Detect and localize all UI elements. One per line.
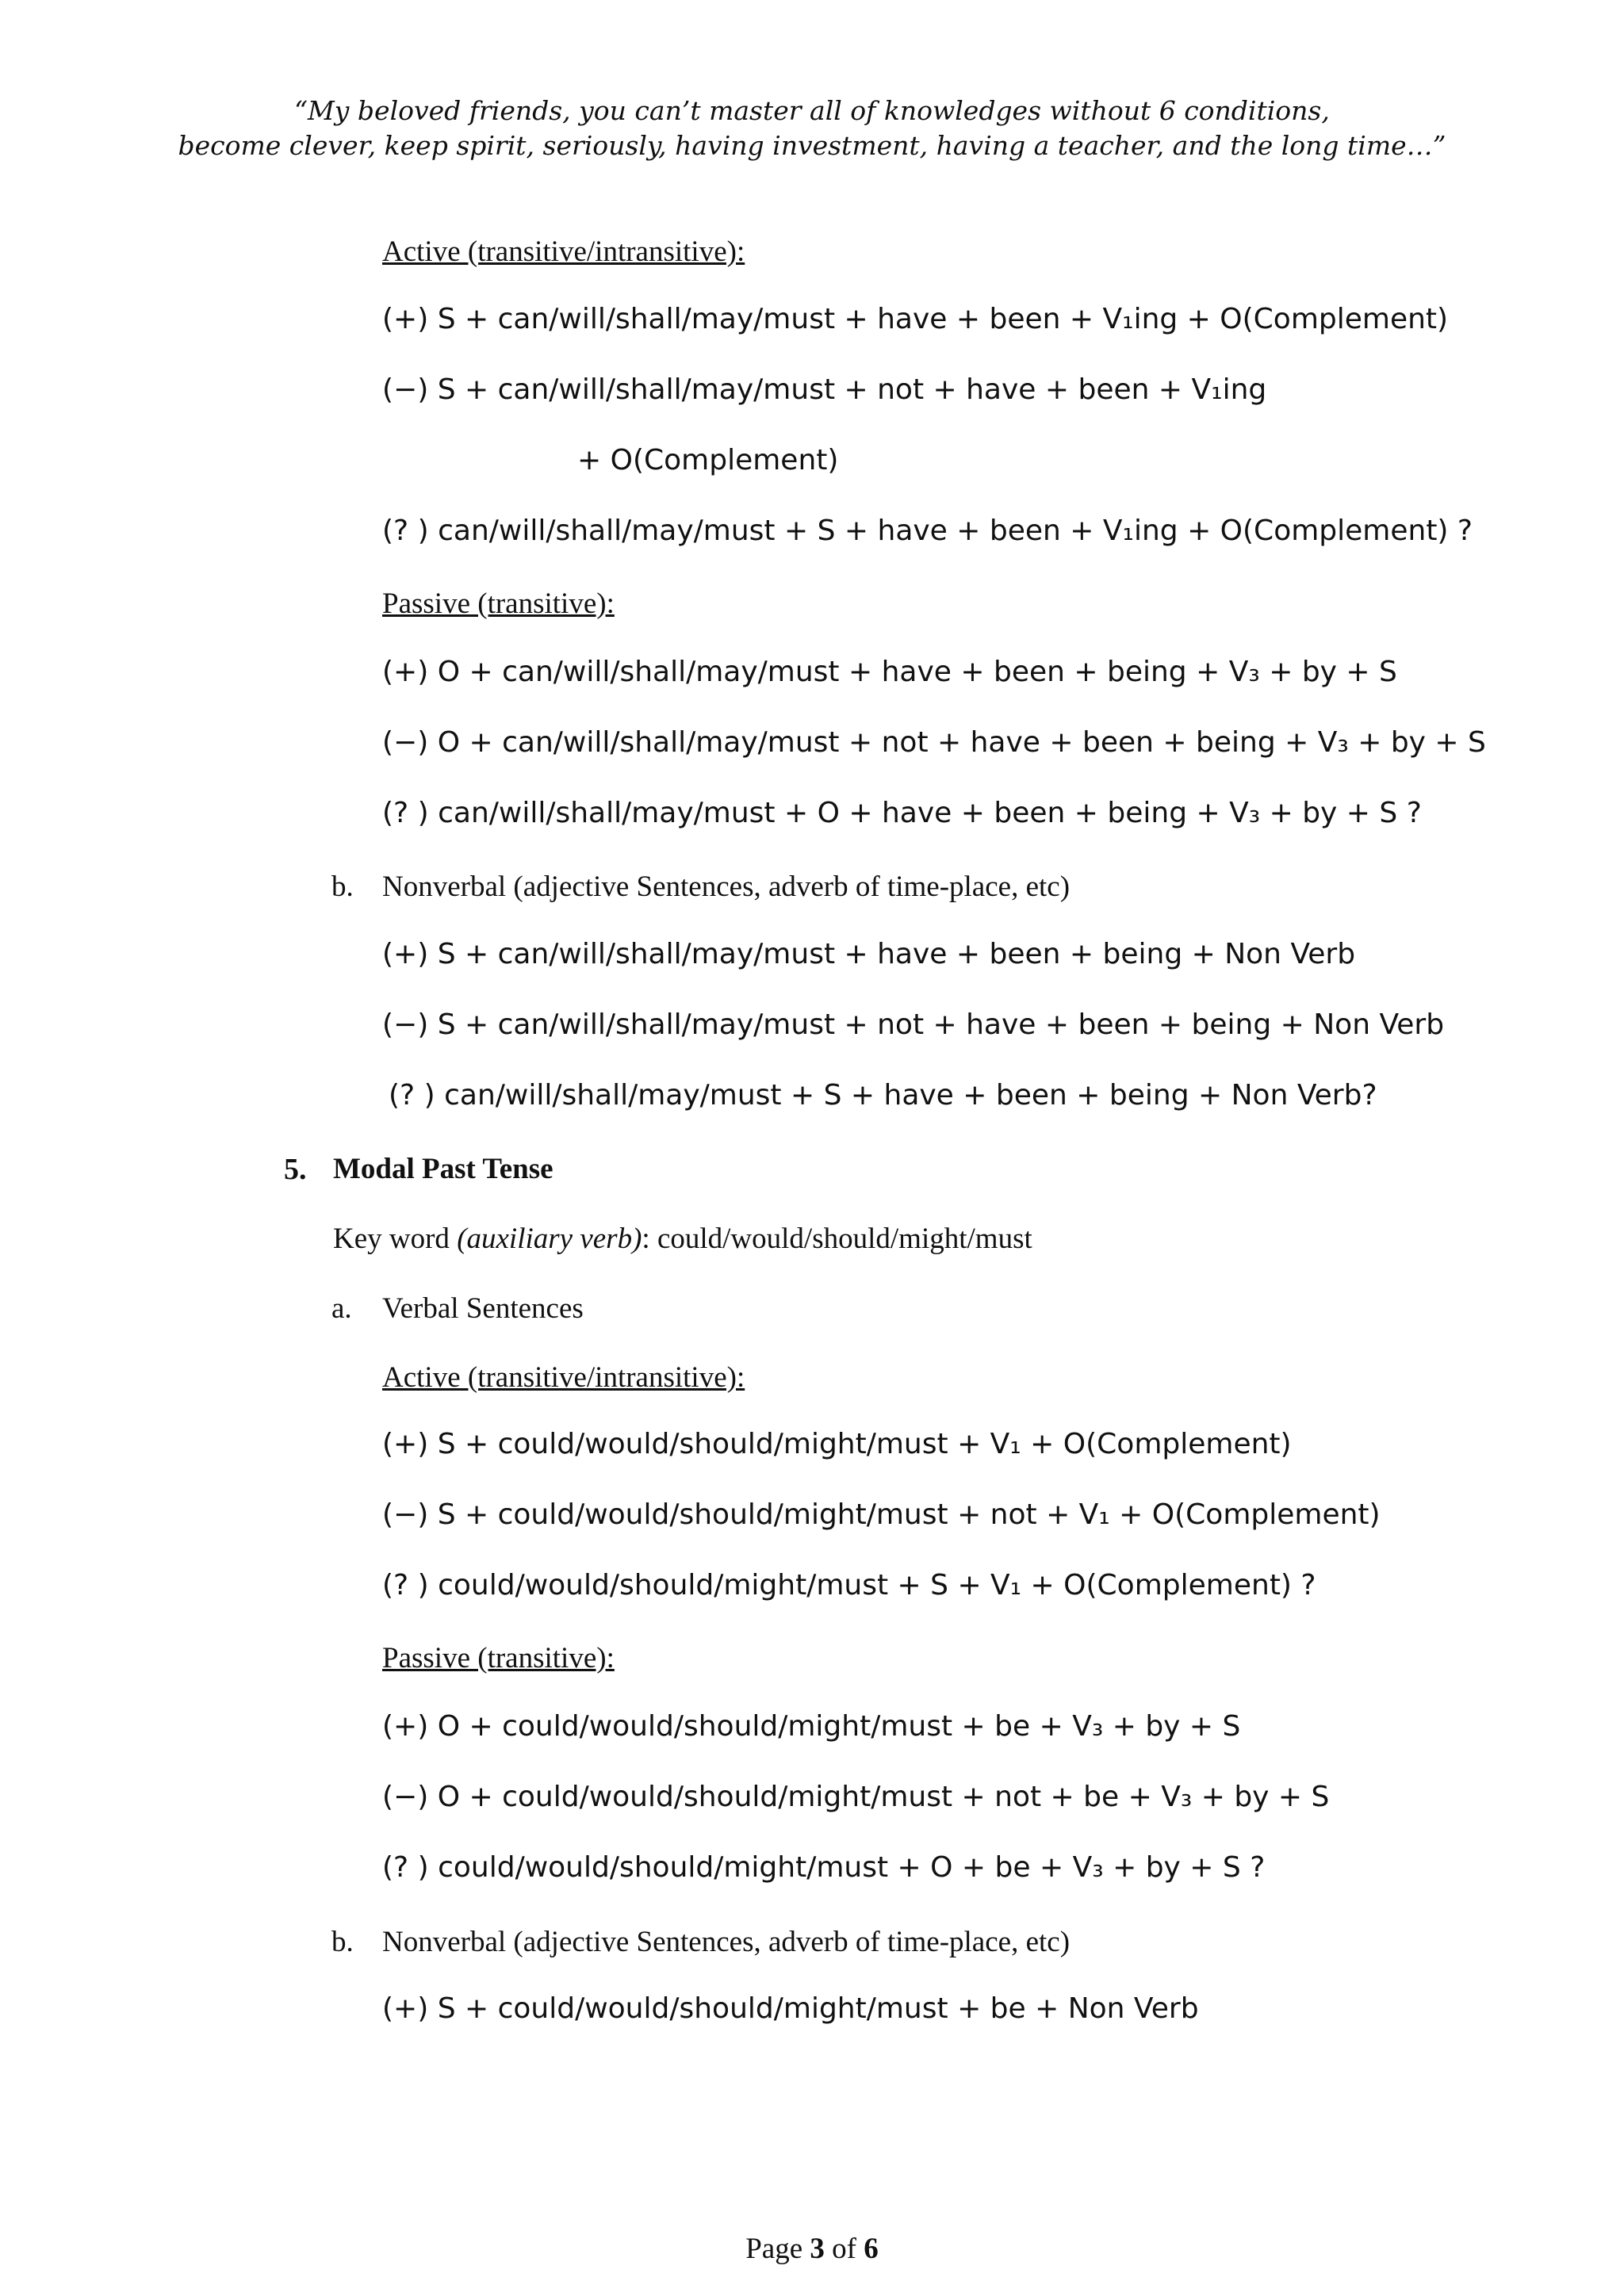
formula-past-nonverbal-positive: (+) S + could/would/should/might/must + be + Non Verb [382, 1992, 1199, 2025]
keyword-auxiliary: (auxiliary verb) [457, 1223, 642, 1255]
formula-past-passive-question: (? ) could/would/should/might/must + O + be + V₃ + by + S ? [382, 1851, 1266, 1884]
passive-heading: Passive (transitive): [382, 587, 615, 620]
keyword-line [333, 1222, 1032, 1256]
item-marker-a: a. [331, 1292, 352, 1325]
page-current: 3 [810, 2233, 825, 2265]
formula-active-negative: (−) S + can/will/shall/may/must + not + have + been + V₁ing [382, 373, 1267, 406]
nonverbal-heading-past: Nonverbal (adjective Sentences, adverb of time-place, etc) [382, 1926, 1071, 1958]
item-marker-b: b. [331, 871, 354, 903]
formula-nonverbal-question: (? ) can/will/shall/may/must + S + have + been + being + Non Verb? [389, 1079, 1377, 1112]
formula-passive-positive: (+) O + can/will/shall/may/must + have + been + being + V₃ + by + S [382, 656, 1397, 688]
formula-nonverbal-negative: (−) S + can/will/shall/may/must + not + have + been + being + Non Verb [382, 1008, 1445, 1041]
item-marker-b-past: b. [331, 1926, 354, 1958]
section-number: 5. [284, 1153, 307, 1186]
verbal-heading: Verbal Sentences [382, 1292, 584, 1325]
keyword-list: : could/would/should/might/must [642, 1223, 1032, 1255]
formula-past-passive-positive: (+) O + could/would/should/might/must + be + V₃ + by + S [382, 1710, 1241, 1743]
page-total: 6 [864, 2233, 879, 2265]
header-quote-line-1: “My beloved friends, you can’t master all of knowledges without 6 conditions, [294, 95, 1330, 126]
formula-past-active-question: (? ) could/would/should/might/must + S + V₁ + O(Complement) ? [382, 1569, 1316, 1601]
header-quote-line-2: become clever, keep spirit, seriously, having investment, having a teacher, and the long time…” [178, 130, 1446, 161]
page-prefix: Page [745, 2233, 810, 2265]
header-quote [0, 94, 1624, 163]
formula-active-question: (? ) can/will/shall/may/must + S + have + been + V₁ing + O(Complement) ? [382, 515, 1473, 547]
formula-active-positive: (+) S + can/will/shall/may/must + have + been + V₁ing + O(Complement) [382, 303, 1449, 335]
section-title: Modal Past Tense [333, 1153, 553, 1185]
formula-passive-negative: (−) O + can/will/shall/may/must + not + have + been + being + V₃ + by + S [382, 726, 1486, 759]
formula-past-active-positive: (+) S + could/would/should/might/must + V₁ + O(Complement) [382, 1428, 1292, 1460]
active-heading-past: Active (transitive/intransitive): [382, 1361, 745, 1394]
page-number [0, 2232, 1624, 2266]
keyword-prefix: Key word [333, 1223, 458, 1255]
formula-past-active-negative: (−) S + could/would/should/might/must + not + V₁ + O(Complement) [382, 1498, 1381, 1531]
formula-passive-question: (? ) can/will/shall/may/must + O + have + been + being + V₃ + by + S ? [382, 797, 1422, 829]
formula-past-passive-negative: (−) O + could/would/should/might/must + not + be + V₃ + by + S [382, 1781, 1330, 1813]
active-heading: Active (transitive/intransitive): [382, 235, 745, 268]
formula-nonverbal-positive: (+) S + can/will/shall/may/must + have + been + being + Non Verb [382, 938, 1356, 970]
nonverbal-heading: Nonverbal (adjective Sentences, adverb of time-place, etc) [382, 871, 1071, 903]
passive-heading-past: Passive (transitive): [382, 1642, 615, 1674]
page-of: of [824, 2233, 864, 2265]
formula-active-negative-continued: + O(Complement) [577, 444, 839, 476]
